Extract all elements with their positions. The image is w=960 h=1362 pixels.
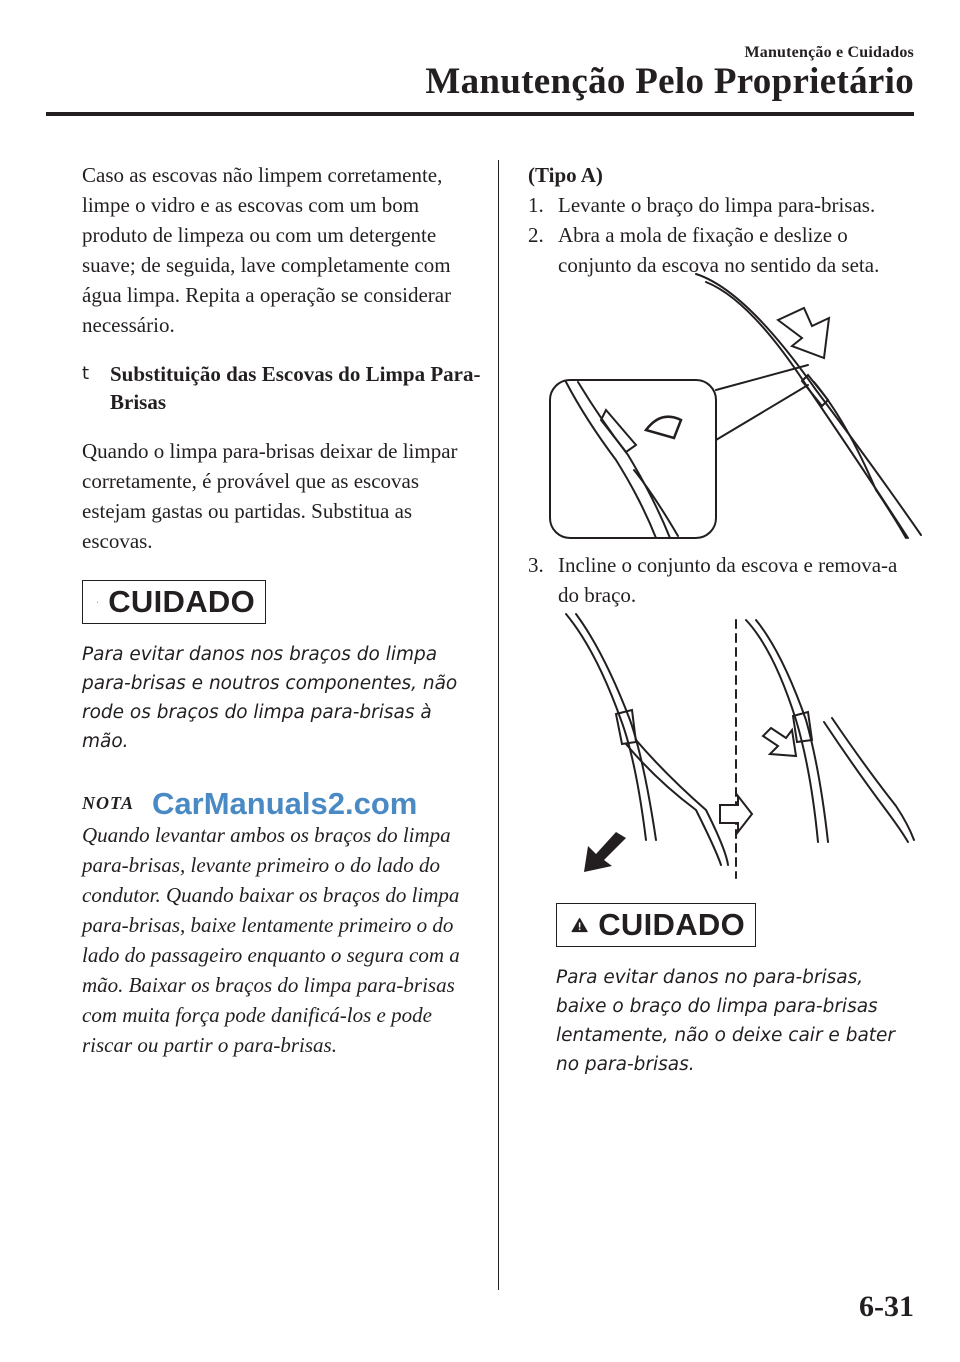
caution-label-box [82,580,266,624]
header-section-label: Manutenção e Cuidados [744,44,914,61]
watermark: CarManuals2.com [152,786,418,821]
warning-triangle-icon [571,910,588,940]
column-divider [498,160,499,1290]
type-label: (Tipo A) [528,163,603,187]
wiper-removal-illustration [556,610,916,882]
section-heading [82,360,482,416]
section-paragraph: Quando o limpa para-brisas deixar de limpar corretamente, é provável que as escovas estejam gastas ou partidas. Substitua as escovas. [82,439,458,553]
warning-triangle-icon [97,587,98,617]
step-3 [528,550,918,610]
caution-text: Para evitar danos no para-brisas, baixe o braço do limpa para-brisas lentamente, não o deixe cair e bater no para-brisas. [556,967,896,1075]
section-bullet-icon: t [82,363,90,384]
note-label: NOTA [82,793,135,813]
step-item: 1. Levante o braço do limpa para-brisas. [528,193,876,217]
step-item: 2. Abra a mola de fixação e deslize o conjunto da escova no sentido da seta. [528,223,880,277]
header-rule [46,112,914,116]
step-item: 3. Incline o conjunto da escova e remova-a do braço. [528,553,898,607]
caution-text: Para evitar danos nos braços do limpa para-brisas e noutros componentes, não rode os braços do limpa para-brisas à mão. [82,644,458,752]
caution-block-2 [556,903,918,1079]
right-column [528,160,918,280]
left-column [82,160,482,1060]
caution-label-box [556,903,756,947]
wiper-clip-illustration [546,270,931,542]
caution-label: CUIDADO [598,907,745,942]
page-title: Manutenção Pelo Proprietário [425,61,914,102]
section-heading-text: Substituição das Escovas do Limpa Para-Brisas [110,362,481,414]
caution-label: CUIDADO [108,584,255,619]
intro-paragraph: Caso as escovas não limpem corretamente, limpe o vidro e as escovas com um bom produto de limpeza ou com um detergente suave; de seguida, lave completamente com água limpa. Repita a operação se considerar necessário. [82,163,452,337]
page-number: 6-31 [859,1290,914,1323]
note-text: Quando levantar ambos os braços do limpa para-brisas, levante primeiro o do lado do condutor. Quando baixar os braços do limpa para-brisas, baixe lentamente primeiro o do lado do passageiro enquanto o segura com a mão. Baixar os braços do limpa para-brisas com muita força pode danificá-los e pode riscar ou partir o para-brisas. [82,823,460,1057]
